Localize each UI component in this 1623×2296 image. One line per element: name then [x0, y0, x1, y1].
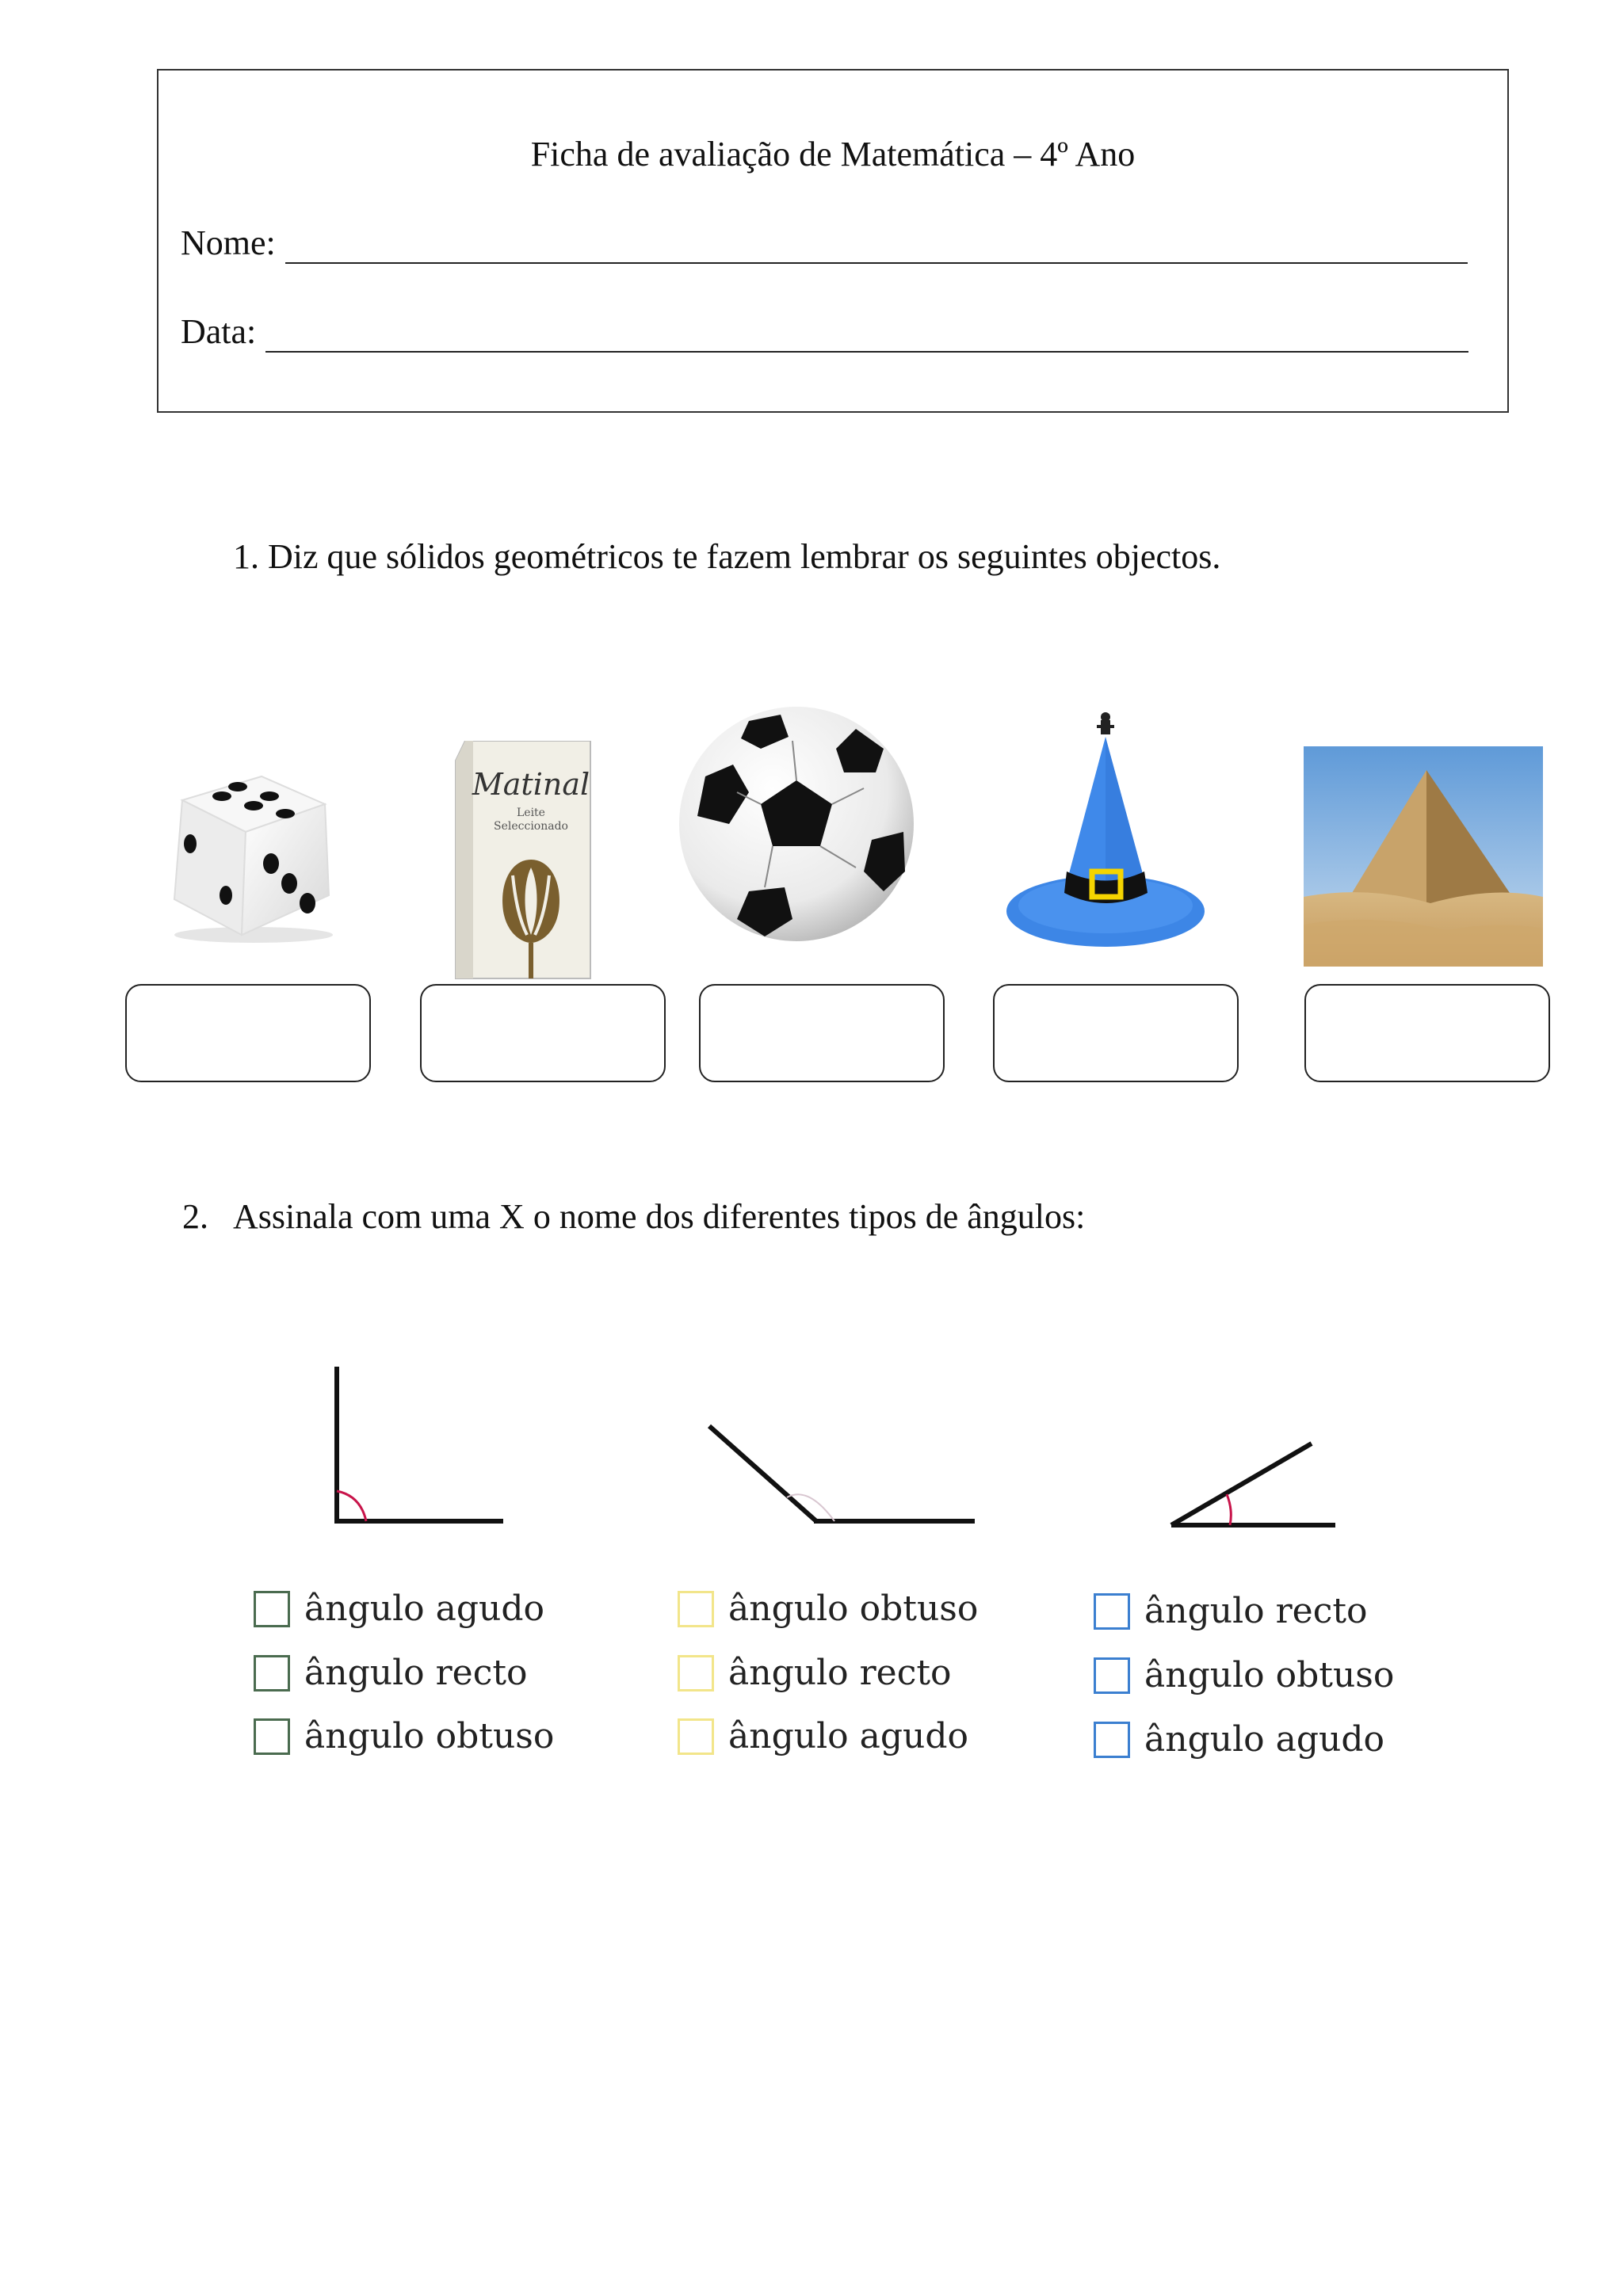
option-label: ângulo agudo: [1144, 1719, 1385, 1760]
name-blank-line[interactable]: [285, 231, 1468, 264]
checkbox-group3-1[interactable]: [1094, 1593, 1130, 1630]
header-box: [157, 69, 1509, 413]
svg-text:Leite: Leite: [517, 807, 545, 819]
answer-box-carton[interactable]: [420, 984, 666, 1082]
option-group1-2: [254, 1651, 528, 1695]
option-group2-1: [678, 1587, 978, 1631]
answer-box-ball[interactable]: [699, 984, 945, 1082]
option-label: ângulo obtuso: [728, 1589, 979, 1629]
checkbox-group2-3[interactable]: [678, 1718, 714, 1755]
question-2-text: [182, 1195, 1085, 1239]
witch-hat-image: [1005, 709, 1207, 951]
right-angle-figure: [325, 1363, 507, 1529]
answer-box-dice[interactable]: [125, 984, 371, 1082]
option-label: ângulo obtuso: [304, 1716, 555, 1756]
answer-box-pyramid[interactable]: [1304, 984, 1550, 1082]
question-2-number: 2.: [182, 1197, 208, 1236]
checkbox-group2-1[interactable]: [678, 1591, 714, 1627]
answer-box-hat[interactable]: [993, 984, 1239, 1082]
option-group1-3: [254, 1714, 554, 1759]
date-label: Data:: [181, 312, 257, 351]
checkbox-group1-1[interactable]: [254, 1591, 290, 1627]
option-group2-2: [678, 1651, 952, 1695]
page-title: Ficha de avaliação de Matemática – 4º Ano: [530, 135, 1136, 174]
name-field: [181, 223, 1468, 264]
option-label: ângulo recto: [304, 1653, 528, 1693]
option-group3-2: [1094, 1653, 1394, 1698]
option-group1-1: [254, 1587, 544, 1631]
carton-brand: Matinal: [472, 767, 590, 802]
checkbox-group1-2[interactable]: [254, 1655, 290, 1691]
checkbox-group2-2[interactable]: [678, 1655, 714, 1691]
option-label: ângulo recto: [1144, 1591, 1368, 1631]
option-group3-1: [1094, 1589, 1368, 1634]
name-label: Nome:: [181, 223, 276, 262]
checkbox-group1-3[interactable]: [254, 1718, 290, 1755]
option-group3-3: [1094, 1718, 1384, 1762]
option-group2-3: [678, 1714, 968, 1759]
pyramid-image: [1304, 746, 1543, 967]
obtuse-angle-figure: [701, 1418, 979, 1529]
question-2-label: Assinala com uma X o nome dos diferentes tipos de ângulos:: [233, 1197, 1086, 1236]
soccer-ball-image: [674, 705, 919, 943]
option-label: ângulo agudo: [304, 1589, 545, 1629]
svg-text:Seleccionado: Seleccionado: [494, 820, 568, 833]
question-1-text: 1. Diz que sólidos geométricos te fazem lembrar os seguintes objectos.: [233, 537, 1221, 576]
option-label: ângulo obtuso: [1144, 1655, 1395, 1695]
date-blank-line[interactable]: [265, 319, 1468, 353]
option-label: ângulo recto: [728, 1653, 952, 1693]
checkbox-group3-2[interactable]: [1094, 1657, 1130, 1694]
acute-angle-figure: [1165, 1434, 1339, 1529]
date-field: [181, 311, 1468, 353]
milk-carton-image: [448, 741, 594, 982]
dice-image: [158, 757, 341, 947]
option-label: ângulo agudo: [728, 1716, 969, 1756]
checkbox-group3-3[interactable]: [1094, 1722, 1130, 1758]
